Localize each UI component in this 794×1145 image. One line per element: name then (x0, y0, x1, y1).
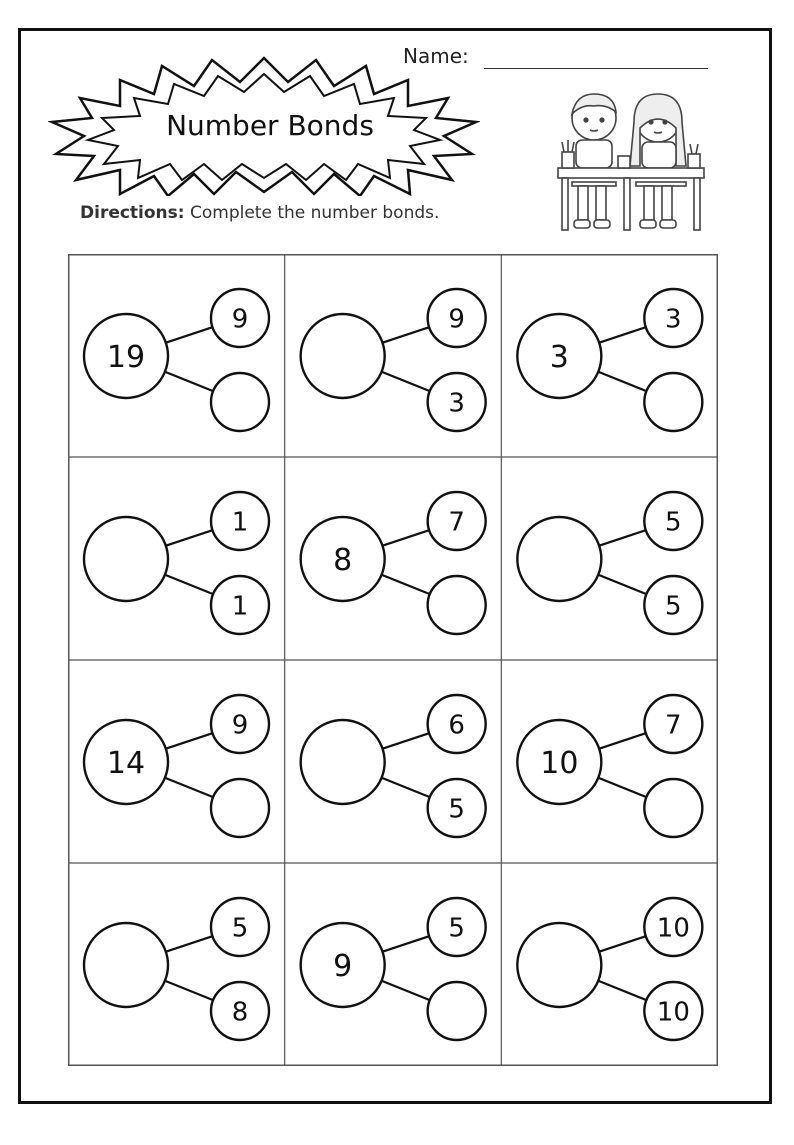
number-bond (301, 492, 486, 634)
bond-top-part-value: 1 (231, 507, 249, 538)
bond-top-part-value: 3 (665, 304, 682, 335)
bond-top-part-value: 5 (231, 913, 249, 944)
bond-connector (382, 575, 430, 594)
bond-whole-circle[interactable] (517, 517, 601, 601)
bond-connector (166, 733, 213, 749)
bond-whole-value: 10 (540, 745, 579, 781)
directions-label: Directions: (80, 203, 185, 223)
bond-connector (166, 530, 213, 546)
bond-connector (383, 936, 430, 952)
bond-connector (165, 778, 213, 797)
bond-top-part-value: 5 (665, 507, 682, 538)
bond-bottom-part-value: 10 (656, 997, 690, 1028)
bond-whole-circle[interactable] (84, 923, 168, 1007)
bond-connector (166, 327, 213, 343)
bond-bottom-part-value: 1 (231, 591, 249, 622)
number-bond (517, 492, 702, 634)
bond-connector (599, 530, 646, 546)
bond-connector (383, 327, 430, 343)
bond-connector (599, 327, 646, 343)
number-bond (301, 695, 486, 837)
bond-whole-value: 14 (106, 745, 146, 781)
bond-top-part-value: 9 (231, 304, 249, 335)
bond-connector (598, 575, 646, 594)
kids-at-desk-illustration (552, 88, 710, 233)
bond-connector (599, 733, 646, 749)
bond-connector (165, 575, 213, 594)
bond-whole-value: 8 (333, 542, 353, 578)
number-bond (301, 289, 486, 431)
bond-connector (599, 936, 646, 952)
name-input-line[interactable] (484, 68, 708, 69)
number-bond (84, 898, 269, 1040)
bond-connector (383, 733, 430, 749)
bond-connector (383, 530, 430, 546)
number-bond (301, 898, 486, 1040)
directions (80, 203, 439, 223)
bond-top-part-value: 7 (448, 507, 465, 538)
number-bond (84, 492, 269, 634)
bond-connector (165, 981, 213, 1000)
bond-whole-circle[interactable] (301, 314, 385, 398)
bond-bottom-part-value: 8 (231, 997, 249, 1028)
number-bond (517, 289, 702, 431)
bond-bottom-part-circle[interactable] (644, 373, 702, 431)
name-label: Name: (403, 44, 469, 68)
bond-connector (165, 372, 213, 391)
bond-connector (382, 981, 430, 1000)
bond-bottom-part-circle[interactable] (428, 576, 486, 634)
bond-top-part-value: 6 (448, 710, 465, 741)
bond-connector (598, 981, 646, 1000)
bond-bottom-part-value: 5 (665, 591, 682, 622)
bond-bottom-part-circle[interactable] (211, 779, 269, 837)
number-bond (84, 289, 269, 431)
bond-connector (382, 778, 430, 797)
number-bond (517, 898, 702, 1040)
bond-whole-circle[interactable] (84, 517, 168, 601)
bond-top-part-value: 5 (448, 913, 465, 944)
bond-connector (382, 372, 430, 391)
bond-connector (166, 936, 213, 952)
bond-connector (598, 778, 646, 797)
bond-top-part-value: 9 (448, 304, 465, 335)
page-title: Number Bonds (166, 109, 374, 142)
directions-text: Complete the number bonds. (190, 203, 440, 223)
number-bond (517, 695, 702, 837)
title-burst (48, 56, 480, 196)
bond-whole-circle[interactable] (517, 923, 601, 1007)
bond-whole-circle[interactable] (301, 720, 385, 804)
bond-whole-value: 3 (549, 339, 569, 375)
bond-bottom-part-circle[interactable] (428, 982, 486, 1040)
bond-top-part-value: 9 (231, 710, 249, 741)
bond-bottom-part-value: 3 (448, 388, 465, 419)
bond-bottom-part-circle[interactable] (211, 373, 269, 431)
bond-connector (598, 372, 646, 391)
number-bond (84, 695, 269, 837)
bond-top-part-value: 10 (656, 913, 690, 944)
bond-bottom-part-circle[interactable] (644, 779, 702, 837)
bond-top-part-value: 7 (665, 710, 682, 741)
bond-whole-value: 9 (333, 948, 353, 984)
number-bonds-grid (68, 254, 718, 1066)
bond-bottom-part-value: 5 (448, 794, 465, 825)
bond-whole-value: 19 (106, 339, 146, 375)
